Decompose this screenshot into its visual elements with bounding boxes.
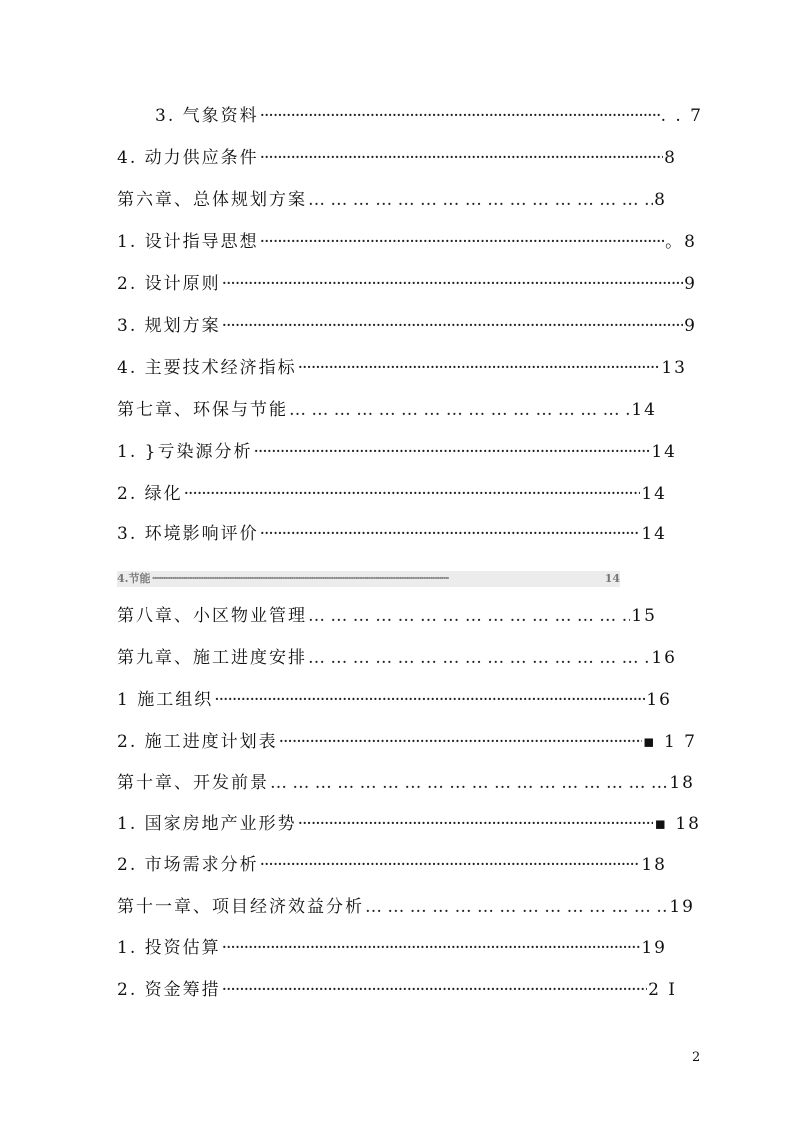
- toc-page-number: ▪ 18: [654, 814, 701, 834]
- toc-page-number: 9: [684, 274, 697, 294]
- dot-leader: [151, 571, 603, 587]
- toc-page-number: 15: [631, 606, 657, 626]
- dot-leader: [222, 272, 684, 296]
- toc-entry[interactable]: [117, 440, 677, 464]
- toc-page-number: 。8: [665, 232, 697, 252]
- toc-page-number: 14: [604, 572, 620, 585]
- dot-leader: [298, 812, 654, 836]
- toc-entry[interactable]: [117, 482, 667, 506]
- dot-leader: [253, 440, 650, 464]
- toc-entry[interactable]: [117, 936, 667, 960]
- toc-entry[interactable]: [117, 230, 697, 254]
- toc-page-number: ▪ 1 7: [643, 732, 697, 752]
- toc-label: 2. 资金筹措: [117, 980, 221, 1000]
- page-number-footer: 2: [692, 1050, 701, 1065]
- toc-entry[interactable]: [117, 314, 697, 338]
- toc-entry[interactable]: [155, 104, 703, 128]
- toc-entry[interactable]: [117, 812, 701, 836]
- dot-leader: [270, 771, 668, 795]
- dot-leader: [222, 314, 684, 338]
- toc-entry[interactable]: [117, 272, 697, 296]
- toc-page-number: 8: [664, 148, 677, 168]
- toc-page-number: 14: [631, 400, 657, 420]
- toc-entry[interactable]: [117, 853, 667, 877]
- toc-entry[interactable]: [117, 188, 667, 212]
- toc-label: 第十章、开发前景: [117, 773, 269, 793]
- toc-page-number: 14: [641, 524, 667, 544]
- toc-label: 4. 动力供应条件: [117, 148, 259, 168]
- toc-label: 2. 市场需求分析: [117, 855, 259, 875]
- toc-entry[interactable]: [117, 895, 695, 919]
- toc-entry[interactable]: [117, 398, 657, 422]
- dot-leader: [279, 730, 642, 754]
- toc-entry[interactable]: [117, 688, 672, 712]
- dot-leader: [298, 356, 661, 380]
- toc-label: 3. 环境影响评价: [117, 524, 259, 544]
- toc-entry[interactable]: [117, 356, 687, 380]
- dot-leader: [260, 853, 641, 877]
- toc-entry[interactable]: [117, 571, 620, 587]
- dot-leader: [260, 104, 660, 128]
- toc-page-number: 18: [669, 773, 695, 793]
- dot-leader: [308, 604, 630, 628]
- dot-leader: [260, 146, 664, 170]
- toc-page-number: 9: [684, 316, 697, 336]
- toc-label: 第八章、小区物业管理: [117, 606, 307, 626]
- toc-label: 第七章、环保与节能: [117, 400, 288, 420]
- toc-entry[interactable]: [117, 146, 677, 170]
- toc-page-number: 19: [669, 897, 695, 917]
- dot-leader: [222, 978, 647, 1002]
- dot-leader: [222, 936, 641, 960]
- toc-label: 1. 国家房地产业形势: [117, 814, 297, 834]
- toc-entry[interactable]: [117, 604, 657, 628]
- toc-label: 4.节能: [117, 572, 151, 585]
- toc-label: 1. }亏染源分析: [117, 442, 253, 462]
- toc-page-number: 14: [651, 442, 677, 462]
- toc-entry[interactable]: [117, 978, 677, 1002]
- toc-label: 3. 气象资料: [155, 106, 259, 126]
- toc-label: 1. 设计指导思想: [117, 232, 259, 252]
- toc-page-number: 18: [641, 855, 667, 875]
- toc-label: 第六章、总体规划方案: [117, 190, 307, 210]
- dot-leader: [308, 646, 650, 670]
- dot-leader: [214, 688, 645, 712]
- toc-label: 2. 绿化: [117, 484, 183, 504]
- dot-leader: [260, 522, 641, 546]
- dot-leader: [308, 188, 653, 212]
- toc-page-number: 19: [641, 938, 667, 958]
- toc-entry[interactable]: [117, 771, 695, 795]
- toc-label: 1. 投资估算: [117, 938, 221, 958]
- toc-page-number: 16: [646, 690, 672, 710]
- toc-label: 1 施工组织: [117, 690, 214, 710]
- toc-page-number: 8: [654, 190, 667, 210]
- toc-label: 3. 规划方案: [117, 316, 221, 336]
- toc-label: 2. 施工进度计划表: [117, 732, 278, 752]
- dot-leader: [365, 895, 668, 919]
- toc-entry[interactable]: [117, 646, 677, 670]
- toc-page-number: . . 7: [660, 106, 703, 126]
- toc-page-number: 16: [651, 648, 677, 668]
- toc-page-number: 2 I: [648, 980, 677, 1000]
- toc-label: 2. 设计原则: [117, 274, 221, 294]
- dot-leader: [289, 398, 630, 422]
- dot-leader: [260, 230, 665, 254]
- toc-page-number: 14: [641, 484, 667, 504]
- toc-page-number: 13: [661, 358, 687, 378]
- dot-leader: [184, 482, 641, 506]
- toc-label: 第十一章、项目经济效益分析: [117, 897, 364, 917]
- toc-entry[interactable]: [117, 522, 667, 546]
- toc-label: 4. 主要技术经济指标: [117, 358, 297, 378]
- toc-entry[interactable]: [117, 730, 697, 754]
- toc-label: 第九章、施工进度安排: [117, 648, 307, 668]
